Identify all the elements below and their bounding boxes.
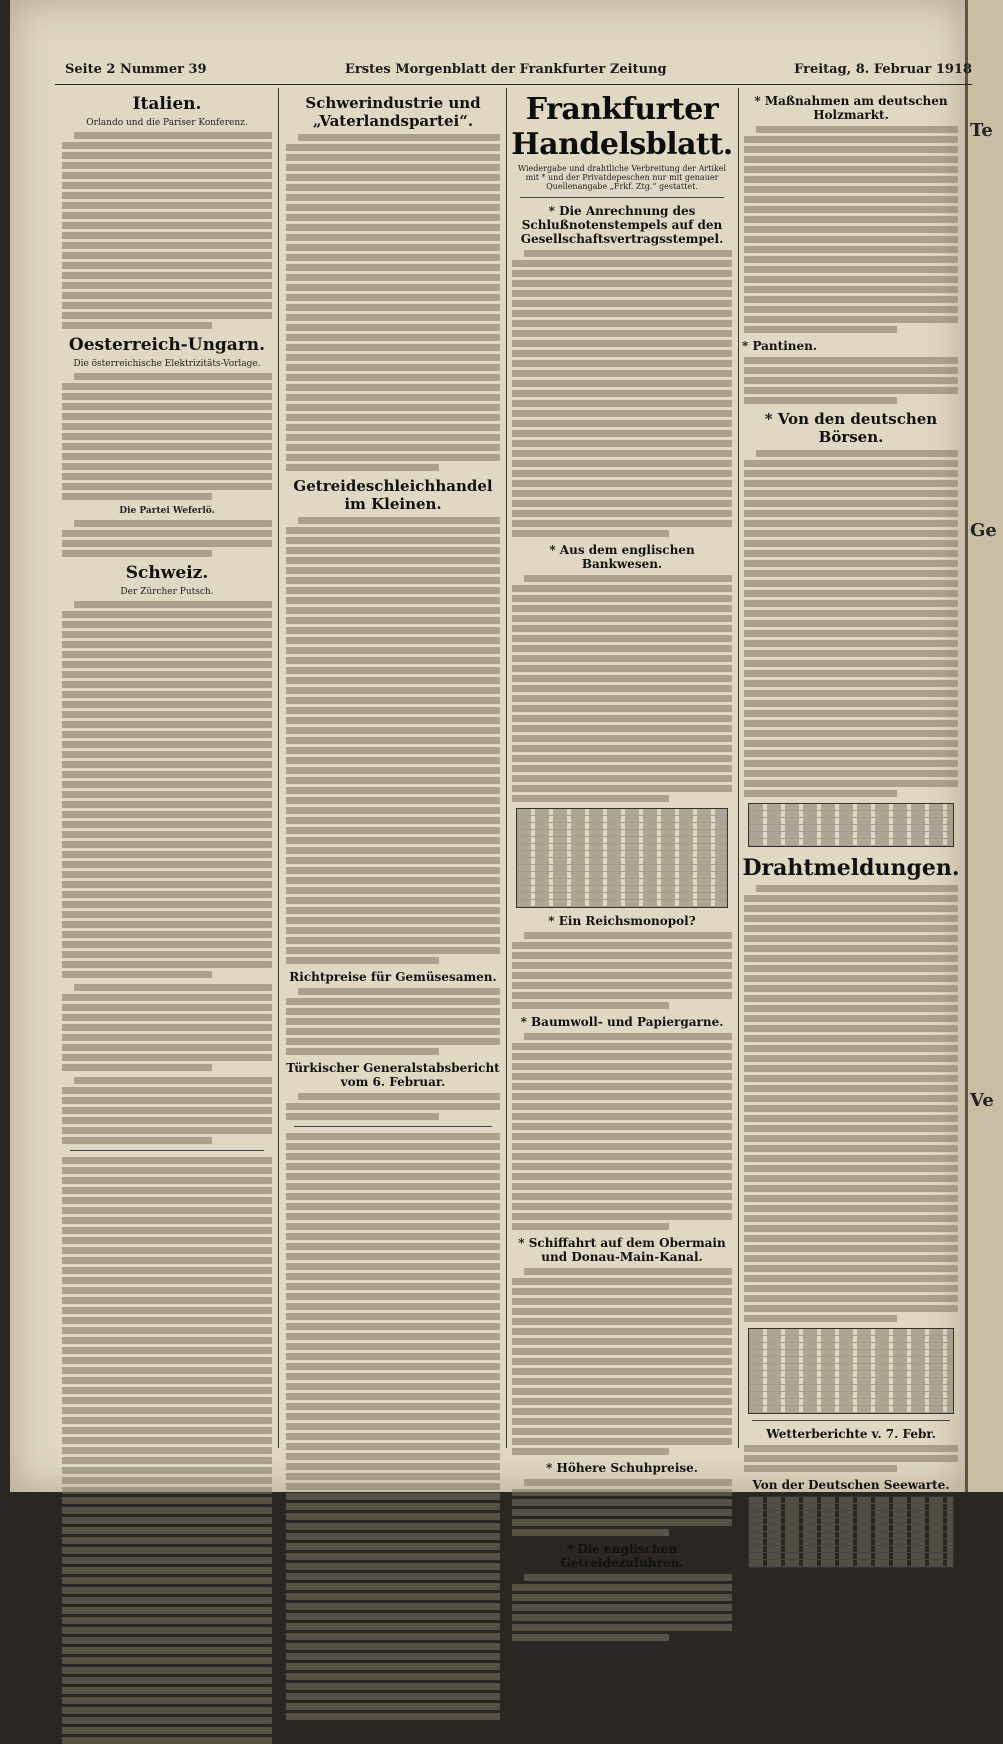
article-body	[742, 126, 960, 333]
section-heading-reichsmonopol: * Ein Reichsmonopol?	[548, 914, 696, 928]
section-heading-anrechnung: * Die Anrechnung des Schlußnotenstempels auf den Gesellschaftsvertragsstempel.	[520, 204, 724, 246]
article-body	[60, 132, 274, 329]
edge-fragment-1: Te	[970, 120, 993, 141]
column-4	[742, 88, 960, 1492]
weather-table	[748, 1496, 954, 1568]
column-3	[510, 88, 734, 1570]
section-heading-boersen: * Von den deutschen Börsen.	[764, 410, 938, 446]
section-heading-schwerindustrie: Schwerindustrie und „Vaterlandspartei“.	[305, 94, 481, 130]
section-heading-italien: Italien.	[132, 94, 202, 114]
subheading-orlando: Orlando und die Pariser Konferenz.	[86, 118, 248, 128]
subheading-zuercher-putsch: Der Zürcher Putsch.	[120, 587, 214, 597]
column-rule	[738, 88, 739, 1448]
section-heading-tuerkisch: Türkischer Generalstabsbericht vom 6. Februar.	[286, 1061, 500, 1089]
section-heading-schweiz: Schweiz.	[125, 563, 209, 583]
section-heading-oesterreich: Oesterreich-Ungarn.	[68, 335, 266, 355]
article-body	[510, 932, 734, 1009]
edge-fragment-2: Ge	[970, 520, 997, 541]
section-heading-seewarte: Von der Deutschen Seewarte.	[752, 1478, 950, 1492]
section-heading-drahtmeldungen: Drahtmeldungen.	[742, 855, 960, 881]
divider	[70, 1150, 264, 1151]
divider	[520, 197, 724, 198]
article-body	[510, 575, 734, 802]
article-body	[510, 1033, 734, 1230]
header-rule	[55, 84, 972, 85]
article-body	[284, 134, 502, 471]
exchange-rate-table	[748, 803, 954, 847]
section-heading-pantinen: * Pantinen.	[742, 339, 818, 353]
masthead-notice: Wiedergabe und drahtliche Verbreitung der Artikel mit * und der Privatdepeschen nur mit genauer Quellenangabe „Frkf. Ztg.“ gestattet.	[517, 164, 727, 191]
page-header	[55, 62, 972, 84]
column-rule	[506, 88, 507, 1448]
feuilleton-body	[60, 1157, 274, 1744]
article-body	[60, 601, 274, 978]
column-rule	[278, 88, 279, 1448]
article-body	[742, 357, 960, 404]
article-body	[284, 1093, 502, 1120]
section-heading-baumwolle: * Baumwoll- und Papiergarne.	[520, 1015, 724, 1029]
handelsblatt-masthead: Frankfurter Handelsblatt.	[511, 92, 733, 162]
article-body	[510, 1574, 734, 1641]
section-heading-richtpreise: Richtpreise für Gemüsesamen.	[289, 970, 497, 984]
feuilleton-body	[284, 1133, 502, 1720]
article-body	[742, 885, 960, 1322]
column-2	[284, 88, 502, 1448]
section-heading-bankwesen: * Aus dem englischen Bankwesen.	[549, 543, 695, 571]
article-body	[510, 1479, 734, 1536]
article-body	[284, 988, 502, 1055]
issue-date: Freitag, 8. Februar 1918	[794, 62, 972, 77]
article-body	[742, 1445, 960, 1472]
section-heading-wetter: Wetterberichte v. 7. Febr.	[766, 1427, 936, 1441]
divider	[752, 1420, 950, 1421]
subheading-elektrizitaet: Die österreichische Elektrizitäts-Vorlage.	[73, 359, 261, 369]
section-heading-getreidezufuhren: * Die englischen Getreidezufuhren.	[560, 1542, 684, 1570]
newspaper-title: Erstes Morgenblatt der Frankfurter Zeitung	[345, 62, 667, 77]
article-body	[510, 1268, 734, 1455]
article-body	[510, 250, 734, 537]
article-body	[60, 373, 274, 500]
page-number: Seite 2 Nummer 39	[65, 62, 207, 77]
foreign-exchange-table	[748, 1328, 954, 1414]
divider	[294, 1126, 492, 1127]
subheading-partei: Die Partei Weferlö.	[119, 506, 215, 516]
bank-statistics-table	[516, 808, 728, 908]
section-heading-schuhpreise: * Höhere Schuhpreise.	[546, 1461, 698, 1475]
article-body	[284, 517, 502, 964]
edge-fragment-3: Ve	[970, 1090, 994, 1111]
article-body	[742, 450, 960, 797]
section-heading-schiffahrt: * Schiffahrt auf dem Obermain und Donau-Main-Kanal.	[518, 1236, 726, 1264]
article-body	[60, 984, 274, 1071]
adjacent-page-edge	[965, 0, 1003, 1492]
article-body	[60, 520, 274, 557]
section-heading-holzmarkt: * Maßnahmen am deutschen Holzmarkt.	[754, 94, 948, 122]
article-body	[60, 1077, 274, 1144]
column-1	[60, 88, 274, 1448]
section-heading-getreide: Getreideschleichhandel im Kleinen.	[293, 477, 493, 513]
